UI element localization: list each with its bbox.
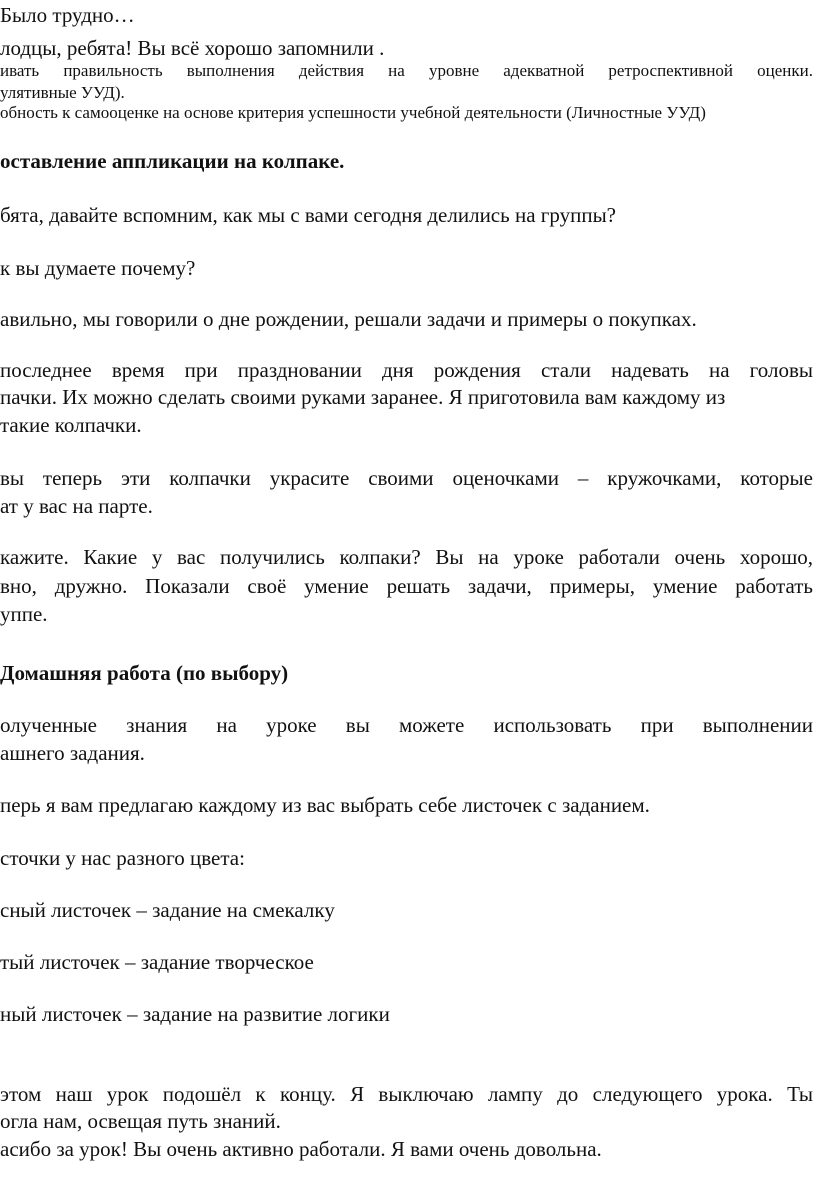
text-line: пачки. Их можно сделать своими руками заранее. Я приготовила вам каждому из bbox=[0, 385, 726, 409]
text-line: олученные знания на уроке вы можете использовать при выполнении bbox=[0, 713, 813, 737]
text-line: вы теперь эти колпачки украсите своими оценочками – кружочками, которые bbox=[0, 466, 813, 490]
text-line: кажите. Какие у вас получились колпаки? Вы на уроке работали очень хорошо, bbox=[0, 545, 813, 569]
text-line: такие колпачки. bbox=[0, 413, 142, 437]
section-heading: Домашняя работа (по выбору) bbox=[0, 661, 289, 685]
text-line: авильно, мы говорили о дне рождении, решали задачи и примеры о покупках. bbox=[0, 307, 697, 331]
list-item: сный листочек – задание на смекалку bbox=[0, 898, 335, 922]
text-line: ат у вас на парте. bbox=[0, 494, 153, 518]
text-line: огла нам, освещая путь знаний. bbox=[0, 1109, 281, 1133]
text-line: к вы думаете почему? bbox=[0, 256, 196, 280]
text-line: сточки у нас разного цвета: bbox=[0, 846, 245, 870]
text-line: ивать правильность выполнения действия на уровне адекватной ретроспективной оценки. bbox=[0, 61, 813, 80]
text-line: уппе. bbox=[0, 602, 48, 626]
text-line: последнее время при праздновании дня рождения стали надевать на головы bbox=[0, 358, 813, 382]
text-line: перь я вам предлагаю каждому из вас выбрать себе листочек с заданием. bbox=[0, 793, 650, 817]
text-line: асибо за урок! Вы очень активно работали. Я вами очень довольна. bbox=[0, 1137, 602, 1161]
list-item: тый листочек – задание творческое bbox=[0, 950, 314, 974]
text-line: вно, дружно. Показали своё умение решать задачи, примеры, умение работать bbox=[0, 574, 813, 598]
text-line: Было трудно… bbox=[0, 3, 135, 27]
text-line: обность к самооценке на основе критерия успешности учебной деятельности (Личностные УУД) bbox=[0, 103, 706, 122]
text-line: улятивные УУД). bbox=[0, 83, 125, 102]
text-line: лодцы, ребята! Вы всё хорошо запомнили . bbox=[0, 36, 385, 60]
text-line: ашнего задания. bbox=[0, 741, 145, 765]
text-line: бята, давайте вспомним, как мы с вами сегодня делились на группы? bbox=[0, 203, 617, 227]
section-heading: оставление аппликации на колпаке. bbox=[0, 149, 345, 173]
list-item: ный листочек – задание на развитие логики bbox=[0, 1002, 390, 1026]
text-line: этом наш урок подошёл к концу. Я выключаю лампу до следующего урока. Ты bbox=[0, 1082, 813, 1106]
